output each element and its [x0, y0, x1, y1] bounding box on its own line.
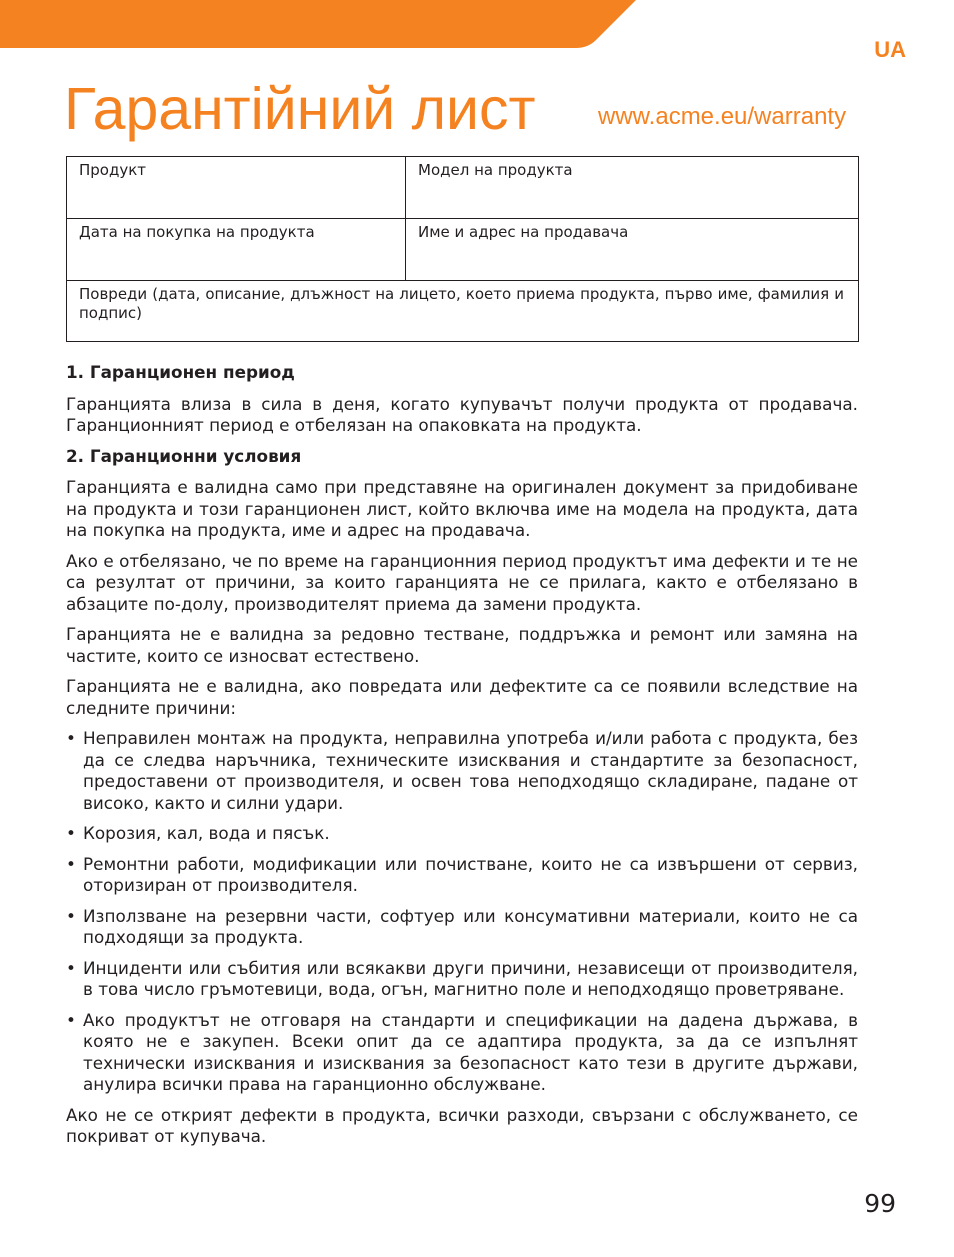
page-number: 99: [864, 1189, 896, 1218]
bullet-icon: •: [66, 905, 76, 926]
section-2-closing: Ако не се открият дефекти в продукта, всички разходи, свързани с обслужването, се покриват от купувача.: [66, 1104, 858, 1146]
damage-field[interactable]: Повреди (дата, описание, длъжност на лицето, което приема продукта, първо име, фамилия и подпис): [67, 281, 859, 342]
bullet-icon: •: [66, 957, 76, 978]
section-2-paragraph-2: Ако е отбелязано, че по време на гаранционния период продуктът има дефекти и те не са резултат от причини, за които гаранцията не се прилага, както е отбелязано в абзаците по-долу, производителят приема да замени продукта.: [66, 550, 858, 614]
bullet-icon: •: [66, 728, 76, 748]
language-badge: UA: [874, 37, 906, 62]
list-item: • Ако продуктът не отговаря на стандарти и спецификации на дадена държава, в която не е закупен. Всеки опит да се адаптира продукта, за да се изпълнят технически изисквания и изисквания за безопасност като тези в другите държави, анулира всички права на гаранционно обслужване.: [66, 1009, 858, 1094]
page-title: Гарантійний лист: [64, 76, 536, 142]
list-item: • Корозия, кал, вода и пясък.: [66, 823, 330, 843]
list-item: • Ремонтни работи, модификации или почистване, които не са извършени от сервиз, оторизиран от производителя.: [66, 853, 858, 895]
product-field[interactable]: Продукт: [67, 157, 406, 219]
warranty-url-link[interactable]: www.acme.eu/warranty: [598, 103, 847, 130]
section-2-paragraph-1: Гаранцията е валидна само при представяне на оригинален документ за придобиване на продукта и този гаранционен лист, който включва име на модела на продукта, дата на покупка на продукта, име и адрес на продавача.: [66, 477, 858, 540]
list-item: • Инциденти или събития или всякакви други причини, независещи от производителя, в това число гръмотевици, вода, огън, магнитно поле и неподходящо проветряване.: [66, 957, 858, 999]
exclusions-list: [66, 728, 858, 1096]
section-2-paragraph-3: Гаранцията не е валидна за редовно тестване, поддръжка и ремонт или замяна на частите, които се износват естествено.: [66, 624, 858, 666]
section-2-paragraph-4: Гаранцията не е валидна, ако повредата или дефектите са се появили вследствие на следните причини:: [66, 676, 858, 718]
bullet-icon: •: [66, 823, 76, 843]
warranty-content: [66, 362, 858, 1157]
model-field[interactable]: Модел на продукта: [406, 157, 859, 219]
purchase-date-field[interactable]: Дата на покупка на продукта: [67, 219, 406, 281]
bullet-icon: •: [66, 853, 76, 874]
orange-header-banner: [0, 0, 954, 50]
seller-field[interactable]: Име и адрес на продавача: [406, 219, 859, 281]
section-1-heading: 1. Гаранционен период: [66, 362, 295, 382]
bullet-icon: •: [66, 1009, 76, 1030]
list-item: • Използване на резервни части, софтуер или консумативни материали, които не са подходящи за продукта.: [66, 905, 858, 947]
section-2-heading: 2. Гаранционни условия: [66, 445, 302, 466]
section-1-text: Гаранцията влиза в сила в деня, когато купувачът получи продукта от продавача. Гаранционният период е отбелязан на опаковката на продукта.: [66, 393, 858, 435]
list-item: • Неправилен монтаж на продукта, неправилна употреба и/или работа с продукта, без да се следва наръчника, техническите изисквания и стандартите за безопасност, предоставени от производителя, и освен това неподходящо складиране, падане от високо, както и силни удари.: [66, 728, 858, 813]
warranty-form-table: [66, 156, 859, 342]
